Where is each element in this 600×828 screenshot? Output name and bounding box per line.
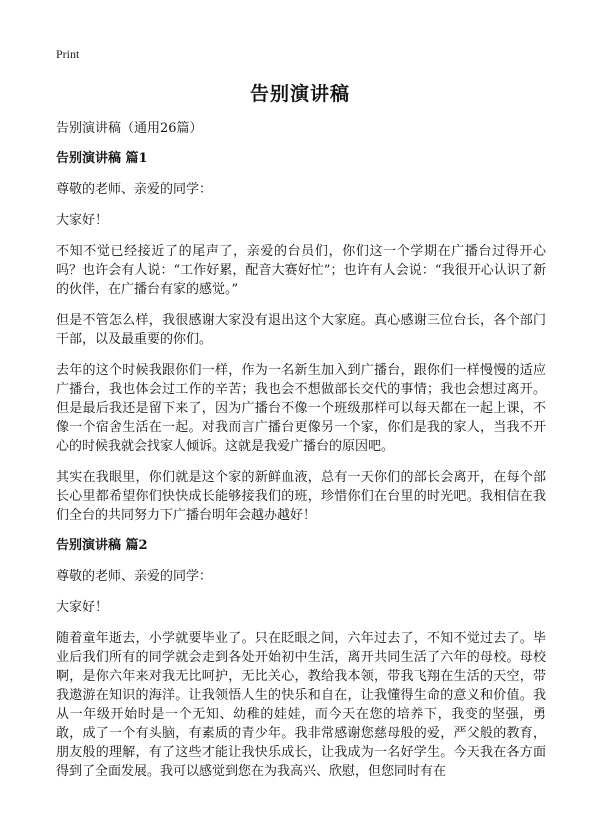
paragraph: 尊敬的老师、亲爱的同学： bbox=[56, 182, 213, 197]
paragraph: 去年的这个时候我跟你们一样，作为一名新生加入到广播台，跟你们一样慢慢的适应广播台，我也体会过工作的辛苦；我也会不想做部长交代的事情；我也会想过离开。但是最后我还是留下来了，因为广播台不像一个班级那样可以每天都在一起上课，不像一个宿舍生活在一起。对我而言广播台更像另一个家，你们是我的家人，当我不开心的时候我就会找家人倾诉。这就是我爱广播台的原因吧。 bbox=[56, 363, 546, 454]
paragraph: 其实在我眼里，你们就是这个家的新鲜血液，总有一天你们的部长会离开，在每个部长心里都希望你们快快成长能够接我们的班，珍惜你们在台里的时光吧。我相信在我们全台的共同努力下广播台明年会越办越好！ bbox=[56, 470, 546, 523]
paragraph: 但是不管怎么样，我很感谢大家没有退出这个大家庭。真心感谢三位台长，各个部门干部，以及最重要的你们。 bbox=[56, 313, 546, 347]
section-2 bbox=[56, 537, 546, 781]
section-heading: 告别演讲稿 篇2 bbox=[56, 538, 148, 553]
print-link[interactable]: Print bbox=[56, 47, 80, 61]
paragraph: 不知不觉已经接近了的尾声了，亲爱的台员们，你们这一个学期在广播台过得开心吗？也许会有人说：“工作好累，配音大赛好忙”；也许有人会说：“我很开心认识了新的伙伴，在广播台有家的感觉。” bbox=[56, 244, 546, 297]
section-heading: 告别演讲稿 篇1 bbox=[56, 151, 148, 166]
paragraph: 尊敬的老师、亲爱的同学： bbox=[56, 569, 213, 584]
paragraph: 随着童年逝去，小学就要毕业了。只在眨眼之间，六年过去了，不知不觉过去了。毕业后我们所有的同学就会走到各处开始初中生活，离开共同生活了六年的母校。母校啊，是你六年来对我无比呵护，无比关心，教给我本领，带我飞翔在生活的天空，带我遨游在知识的海洋。让我领悟人生的快乐和自在，让我懂得生命的意义和价值。我从一年级开始时是一个无知、幼稚的娃娃，而今天在您的培养下，我变的坚强，勇敢，成了一个有头脑，有素质的青少年。我非常感谢您慈母般的爱，严父般的教育，朋友般的理解，有了这些才能让我快乐成长，让我成为一名好学生。今天我在各方面得到了全面发展。我可以感觉到您在为我高兴、欣慰，但您同时有在 bbox=[56, 631, 546, 779]
document-subtitle: 告别演讲稿（通用26篇） bbox=[56, 121, 203, 136]
paragraph: 大家好！ bbox=[56, 600, 109, 615]
document-body bbox=[56, 120, 546, 793]
section-1 bbox=[56, 150, 546, 525]
page-title: 告别演讲稿 bbox=[249, 83, 350, 105]
paragraph: 大家好！ bbox=[56, 213, 109, 228]
